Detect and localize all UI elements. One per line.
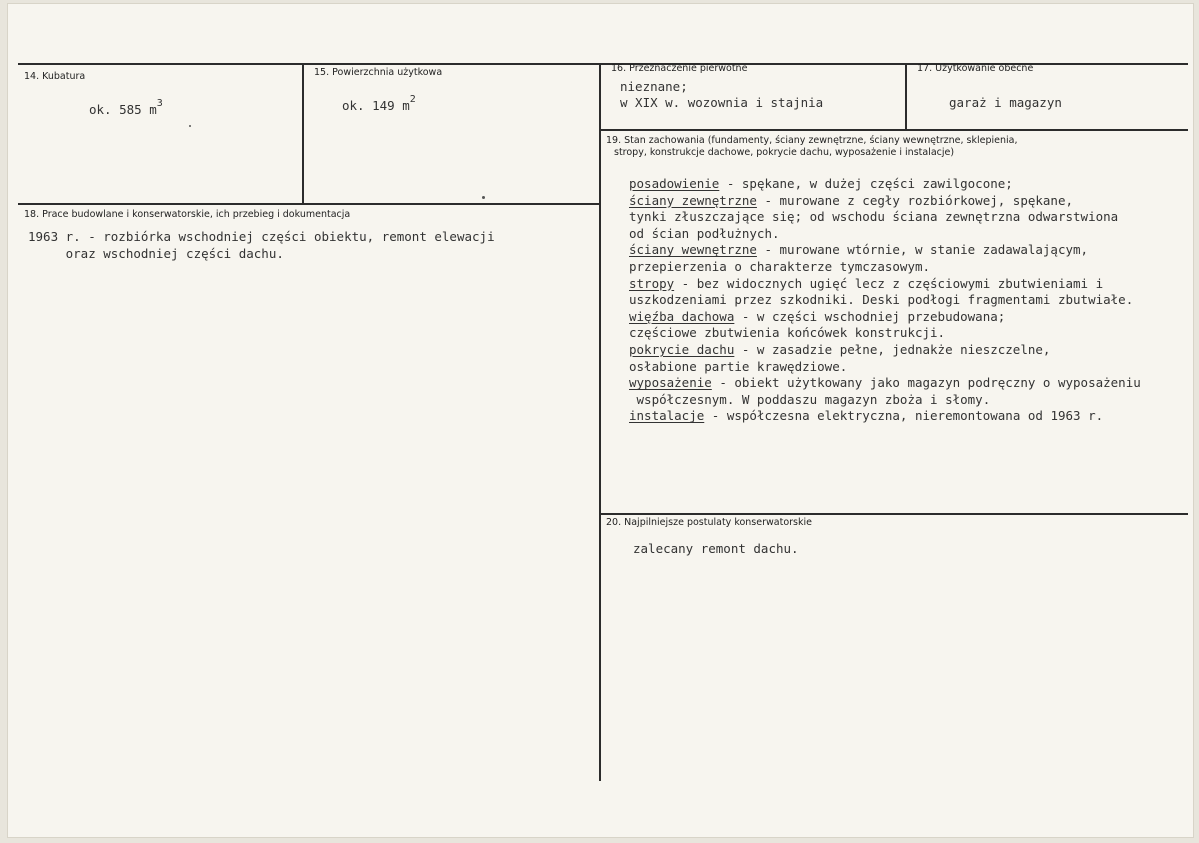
rule-above-20 (599, 513, 1188, 515)
powierzchnia-label: 15. Powierzchnia użytkowa (314, 67, 443, 78)
powierzchnia-value (342, 94, 416, 115)
stan-entry-text: - obiekt użytkowany jako magazyn podręczny o wyposażeniu (711, 375, 1141, 391)
stan-entry-continuation: osłabione partie krawędziowe. (629, 358, 848, 374)
stan-entry-term: wyposażenie (629, 375, 712, 391)
stan-entry-line (629, 309, 1005, 326)
stan-entry-term: ściany zewnętrzne (629, 192, 757, 208)
divider-16-17 (905, 63, 907, 129)
prace-label: 18. Prace budowlane i konserwatorskie, ich przebieg i dokumentacja (24, 209, 351, 220)
kubatura-exponent: 3 (156, 98, 163, 109)
stan-entry-text: - w części wschodniej przebudowana; (734, 308, 1006, 324)
przeznaczenie-label: 16. Przeznaczenie pierwotne (611, 63, 748, 74)
stan-entry-term: ściany wewnętrzne (629, 242, 757, 258)
divider-14-15 (302, 63, 304, 203)
stan-entry-line (629, 176, 1013, 193)
przeznaczenie-line-2: w XIX w. wozownia i stajnia (620, 95, 824, 110)
stan-entry-text: - spękane, w dużej części zawilgocone; (719, 176, 1013, 191)
stan-entry-continuation: od ścian podłużnych. (629, 225, 780, 241)
stan-entry-text: - bez widocznych ugięć lecz z częściowymi zbutwieniami i (674, 275, 1104, 291)
stan-entry-text: - murowane z cegły rozbiórkowej, spękane, (756, 192, 1074, 208)
stan-entry-line (629, 408, 1103, 425)
kubatura-label: 14. Kubatura (24, 71, 86, 82)
uzytkowanie-label: 17. Użytkowanie obecne (917, 63, 1034, 74)
prace-line-2: oraz wschodniej części dachu. (28, 246, 284, 261)
stan-entry-line (629, 193, 1073, 210)
stan-entry-term: więźba dachowa (629, 308, 735, 324)
stan-entry-continuation: przepierzenia o charakterze tymczasowym. (629, 259, 931, 274)
stan-entry-line (629, 242, 1088, 259)
kubatura-value (89, 98, 163, 119)
stan-entry-continuation: tynki złuszczające się; od wschodu ściana zewnętrzna odwarstwiona (629, 209, 1119, 225)
stan-entry-text: - murowane wtórnie, w stanie zadawalającym, (756, 242, 1089, 258)
stan-entry-text: - współczesna elektryczna, nieremontowana od 1963 r. (704, 408, 1104, 424)
stan-label-1: 19. Stan zachowania (fundamenty, ściany zewnętrzne, ściany wewnętrzne, sklepienia, (606, 135, 1018, 146)
postulaty-value: zalecany remont dachu. (633, 541, 799, 556)
powierzchnia-exponent: 2 (409, 94, 416, 105)
postulaty-label: 20. Najpilniejsze postulaty konserwatorskie (606, 517, 812, 528)
rule-above-19 (599, 129, 1188, 131)
stan-entry-term: stropy (629, 275, 675, 291)
stan-entry-term: pokrycie dachu (629, 342, 735, 357)
stan-entry-term: instalacje (629, 408, 705, 424)
stan-entry-term: posadowienie (629, 176, 720, 191)
przeznaczenie-line-1: nieznane; (620, 79, 688, 94)
divider-center (599, 63, 601, 781)
paper-speck (482, 196, 485, 199)
stan-entry-continuation: współczesnym. W poddaszu magazyn zboża i słomy. (629, 391, 991, 407)
stan-entry-continuation: częściowe zbutwienia końcówek konstrukcji. (629, 325, 946, 341)
prace-line-1: 1963 r. - rozbiórka wschodniej części obiektu, remont elewacji (28, 229, 495, 244)
stan-entry-line (629, 342, 1050, 359)
powierzchnia-number: ok. 149 m (342, 98, 410, 113)
stan-entry-line (629, 375, 1141, 392)
stan-entry-continuation: uszkodzeniami przez szkodniki. Deski podłogi fragmentami zbutwiałe. (629, 292, 1134, 308)
kubatura-number: ok. 585 m (89, 102, 157, 117)
rule-above-18 (18, 203, 600, 205)
uzytkowanie-value: garaż i magazyn (949, 95, 1062, 110)
stan-label-2: stropy, konstrukcje dachowe, pokrycie dachu, wyposażenie i instalacje) (614, 147, 955, 158)
paper-speck (189, 125, 191, 127)
stan-entry-text: - w zasadzie pełne, jednakże nieszczelne, (734, 342, 1051, 357)
stan-entry-line (629, 276, 1103, 293)
